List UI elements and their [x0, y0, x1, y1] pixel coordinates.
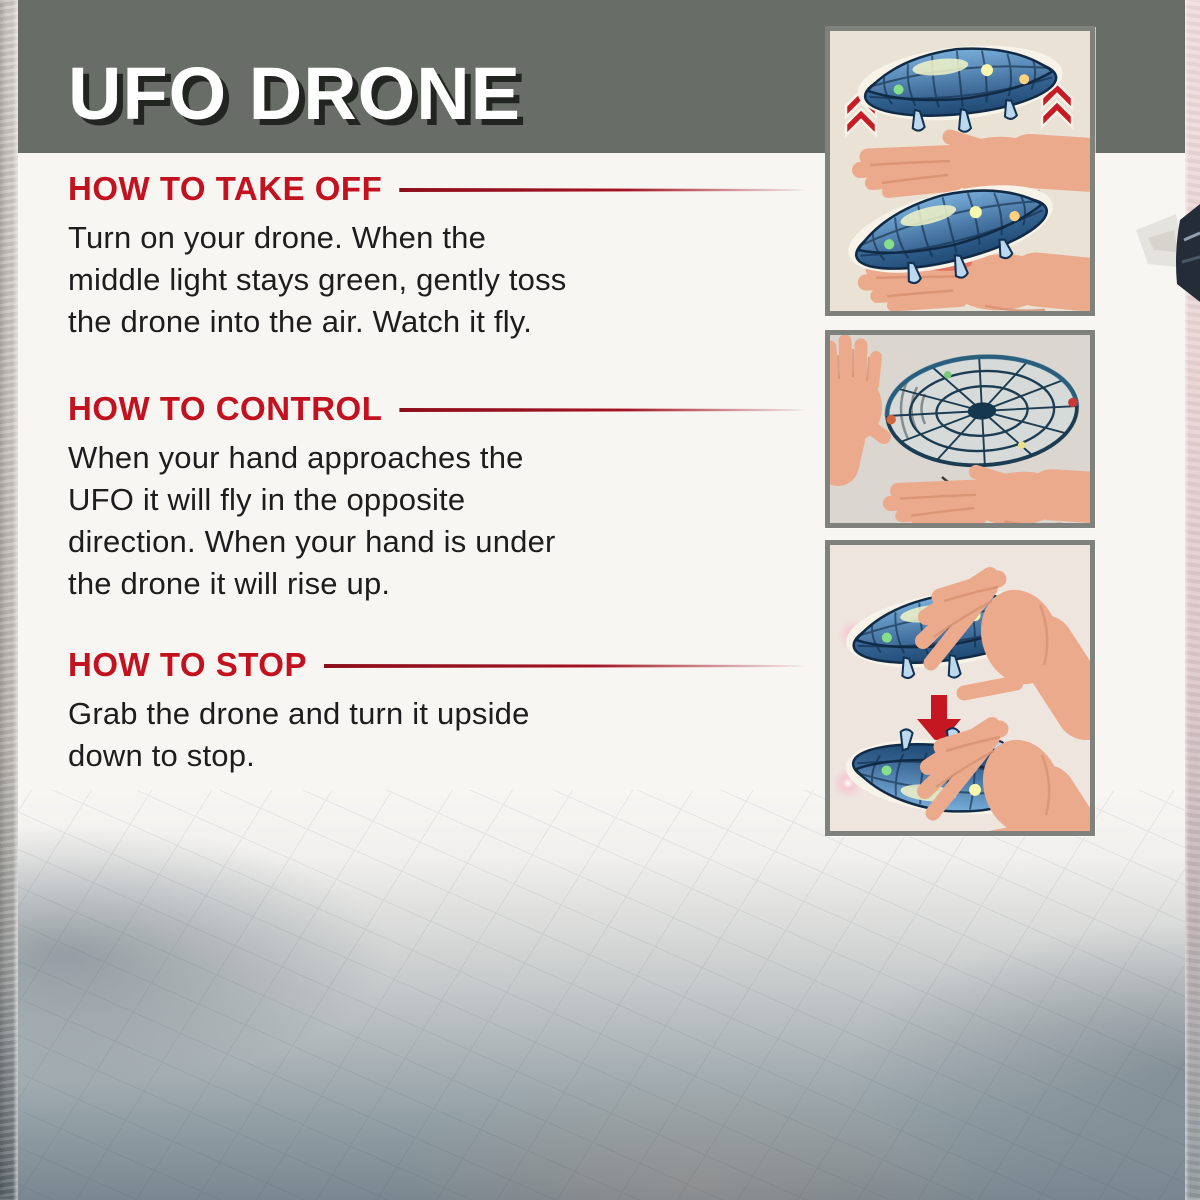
section-heading-row	[68, 170, 813, 208]
open-hand-illustration	[891, 468, 1091, 523]
grabbing-hand-illustration	[925, 725, 1088, 831]
body-line: When your hand approaches the	[68, 440, 524, 475]
body-line: the drone it will rise up.	[68, 566, 391, 601]
misty-landscape-photo	[18, 790, 1185, 1200]
body-line: Grab the drone and turn it upside	[68, 696, 530, 731]
instruction-card	[18, 0, 1185, 1200]
body-line: down to stop.	[68, 738, 255, 773]
control-illustration-panel	[825, 330, 1095, 528]
stop-illustration	[830, 545, 1090, 831]
stop-illustration-panel	[825, 540, 1095, 836]
section-heading: HOW TO STOP	[68, 646, 307, 683]
section-take-off	[68, 170, 813, 343]
drone-top-view-illustration	[883, 352, 1080, 470]
take-off-illustration-panel	[825, 26, 1095, 316]
section-body	[68, 693, 813, 777]
section-body	[68, 437, 813, 605]
section-heading: HOW TO TAKE OFF	[68, 170, 383, 207]
body-line: Turn on your drone. When the	[68, 220, 487, 255]
grabbing-hand-illustration	[923, 575, 1086, 710]
section-heading: HOW TO CONTROL	[68, 390, 383, 427]
control-illustration	[830, 335, 1090, 523]
red-rule	[324, 664, 813, 668]
red-rule	[399, 188, 813, 192]
section-stop	[68, 646, 813, 777]
vertical-hand-illustration	[830, 341, 884, 465]
body-line: the drone into the air. Watch it fly.	[68, 304, 533, 339]
red-rule	[399, 408, 813, 412]
section-control	[68, 390, 813, 605]
section-heading-row	[68, 390, 813, 428]
body-line: direction. When your hand is under	[68, 524, 556, 559]
body-line: UFO it will fly in the opposite	[68, 482, 466, 517]
drone-illustration	[854, 36, 1068, 142]
take-off-illustration	[830, 31, 1090, 311]
cropped-drone-photo-edge	[1134, 200, 1200, 310]
left-texture-strip	[0, 0, 18, 1200]
page-title: UFO DRONE	[68, 52, 521, 135]
body-line: middle light stays green, gently toss	[68, 262, 567, 297]
section-body	[68, 217, 813, 343]
right-texture-strip	[1185, 0, 1200, 1200]
section-heading-row	[68, 646, 813, 684]
